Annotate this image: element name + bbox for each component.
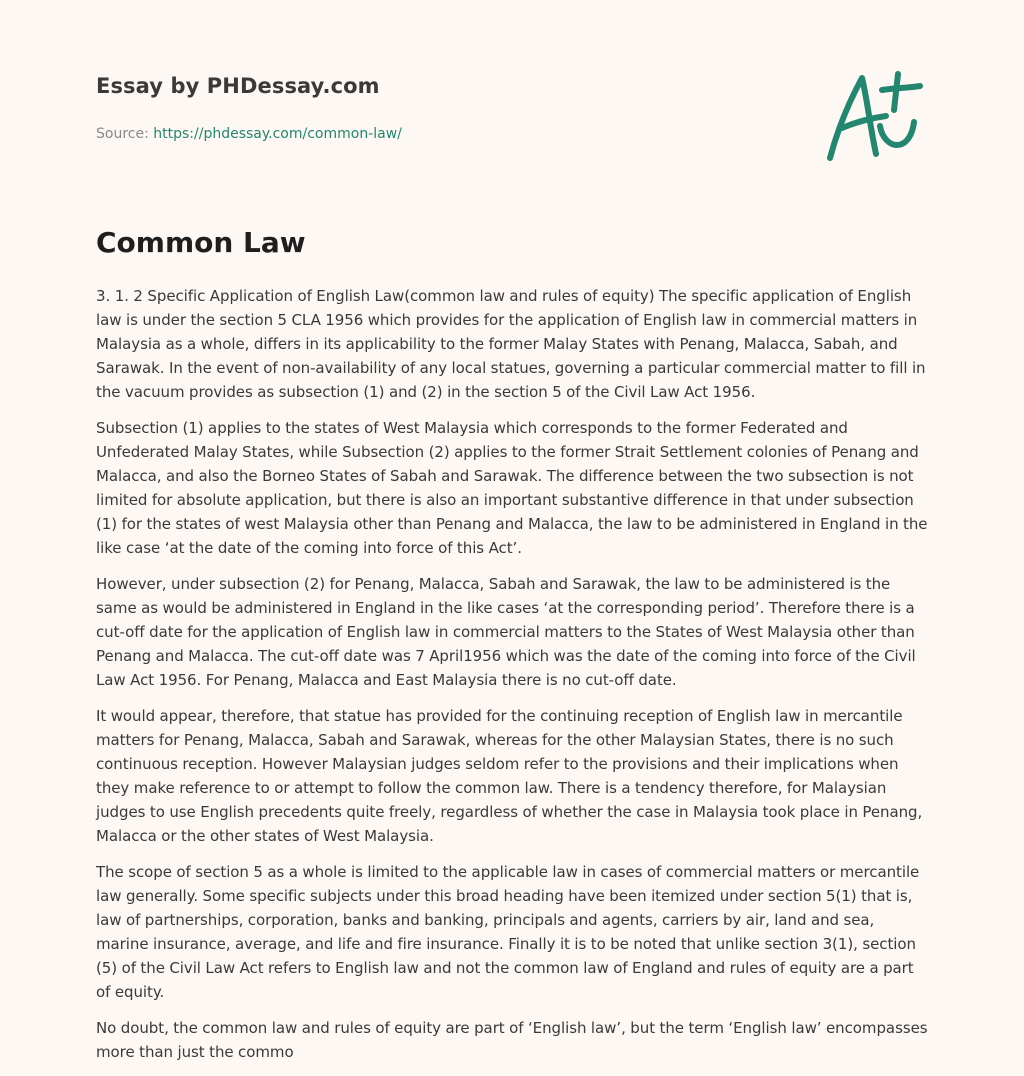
paragraph: 3. 1. 2 Specific Application of English Law(common law and rules of equity) The specific application of English law is under the section 5 CLA 1956 which provides for the application of English law in commercial matters in Malaysia as a whole, differs in its applicability to the former Malay States with Penang, Malacca, Sabah, and Sarawak. In the event of non-availability of any local statues, governing a particular commercial matter to fill in the vacuum provides as subsection (1) and (2) in the section 5 of the Civil Law Act 1956.	[96, 287, 926, 401]
source-link[interactable]: https://phdessay.com/common-law/	[153, 126, 402, 142]
source-line	[96, 126, 402, 142]
paragraph: Subsection (1) applies to the states of West Malaysia which corresponds to the former Federated and Unfederated Malay States, while Subsection (2) applies to the former Strait Settlement colonies of Penang and Malacca, and also the Borneo States of Sabah and Sarawak. The difference between the two subsection is not limited for absolute application, but there is also an important substantive difference in that under subsection (1) for the states of west Malaysia other than Penang and Malacca, the law to be administered in England in the like case ‘at the date of the coming into force of this Act’.	[96, 419, 928, 557]
paragraph: No doubt, the common law and rules of equity are part of ‘English law’, but the term ‘English law’ encompasses more than just the commo	[96, 1019, 928, 1061]
essay-header	[96, 74, 936, 142]
article-title: Common Law	[96, 226, 306, 259]
article-body	[96, 284, 930, 1076]
brand-title: Essay by PHDessay.com	[96, 74, 380, 98]
paragraph: It would appear, therefore, that statue has provided for the continuing reception of English law in mercantile matters for Penang, Malacca, Sabah and Sarawak, whereas for the other Malaysian States, there is no such continuous reception. However Malaysian judges seldom refer to the provisions and their implications when they make reference to or attempt to follow the common law. There is a tendency therefore, for Malaysian judges to use English precedents quite freely, regardless of whether the case in Malaysia took place in Penang, Malacca or the other states of West Malaysia.	[96, 707, 923, 845]
paragraph: The scope of section 5 as a whole is limited to the applicable law in cases of commercial matters or mercantile law generally. Some specific subjects under this broad heading have been itemized under section 5(1) that is, law of partnerships, corporation, banks and banking, principals and agents, carriers by air, land and sea, marine insurance, average, and life and fire insurance. Finally it is to be noted that unlike section 3(1), section (5) of the Civil Law Act refers to English law and not the common law of England and rules of equity are a part of equity.	[96, 863, 920, 1001]
source-label: Source:	[96, 126, 154, 142]
paragraph: However, under subsection (2) for Penang, Malacca, Sabah and Sarawak, the law to be administered is the same as would be administered in England in the like cases ‘at the corresponding period’. Therefore there is a cut-off date for the application of English law in commercial matters to the States of West Malaysia other than Penang and Malacca. The cut-off date was 7 April1956 which was the date of the coming into force of the Civil Law Act 1956. For Penang, Malacca and East Malaysia there is no cut-off date.	[96, 575, 916, 689]
a-plus-logo-icon	[822, 68, 928, 166]
